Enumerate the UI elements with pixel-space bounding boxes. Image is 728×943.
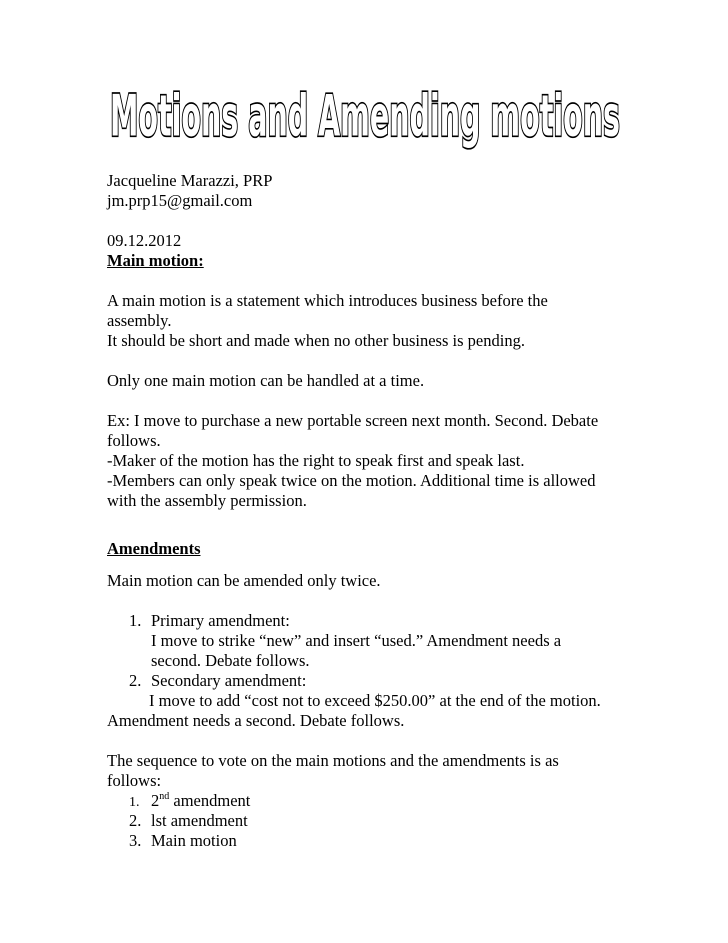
paragraph-line: follows: [107,771,162,790]
amendments-intro: Main motion can be amended only twice. [107,571,381,590]
list-item [129,791,250,813]
paragraph-line: A main motion is a statement which introduces business before the [107,291,548,310]
paragraph-line: -Maker of the motion has the right to speak first and speak last. [107,451,525,470]
paragraph-line: Ex: I move to purchase a new portable screen next month. Second. Debate [107,411,599,430]
list-item-text: I move to strike “new” and insert “used.” Amendment needs a [151,631,562,650]
date-line: 09.12.2012 [107,231,182,250]
paragraph-line: It should be short and made when no other business is pending. [107,331,525,350]
amendments-heading: Amendments [107,539,201,558]
list-item [129,811,248,831]
list-value: 2 [151,791,160,810]
list-number: 2. [129,811,142,830]
list-text: amendment [169,791,251,810]
email-line: jm.prp15@gmail.com [107,191,253,210]
list-number: 3. [129,831,142,850]
paragraph-line: The sequence to vote on the main motions and the amendments is as [107,751,559,770]
author-line: Jacqueline Marazzi, PRP [107,171,273,190]
list-item-text: I move to add “cost not to exceed $250.00” at the end of the motion. [149,691,601,710]
paragraph-line: assembly. [107,311,172,330]
paragraph-line: follows. [107,431,161,450]
list-number: 2. [129,671,142,690]
paragraph-line: -Members can only speak twice on the motion. Additional time is allowed [107,471,596,490]
list-number: 1. [129,795,140,810]
list-item [129,831,237,851]
list-number: 1. [129,611,142,630]
list-label: Primary amendment: [151,611,290,630]
paragraph-line: Only one main motion can be handled at a time. [107,371,425,390]
list-label: Secondary amendment: [151,671,307,690]
main-motion-heading: Main motion: [107,251,204,270]
list-item-text: second. Debate follows. [151,651,310,670]
list-item [129,611,290,631]
list-item [129,671,306,691]
list-superscript: nd [159,791,170,802]
wordart-title-text: Motions and Amending motions [109,83,621,149]
paragraph-line: Amendment needs a second. Debate follows. [107,711,405,730]
paragraph-line: with the assembly permission. [107,491,307,510]
list-text: lst amendment [151,811,248,830]
wordart-title [100,80,630,160]
list-text: Main motion [151,831,237,850]
